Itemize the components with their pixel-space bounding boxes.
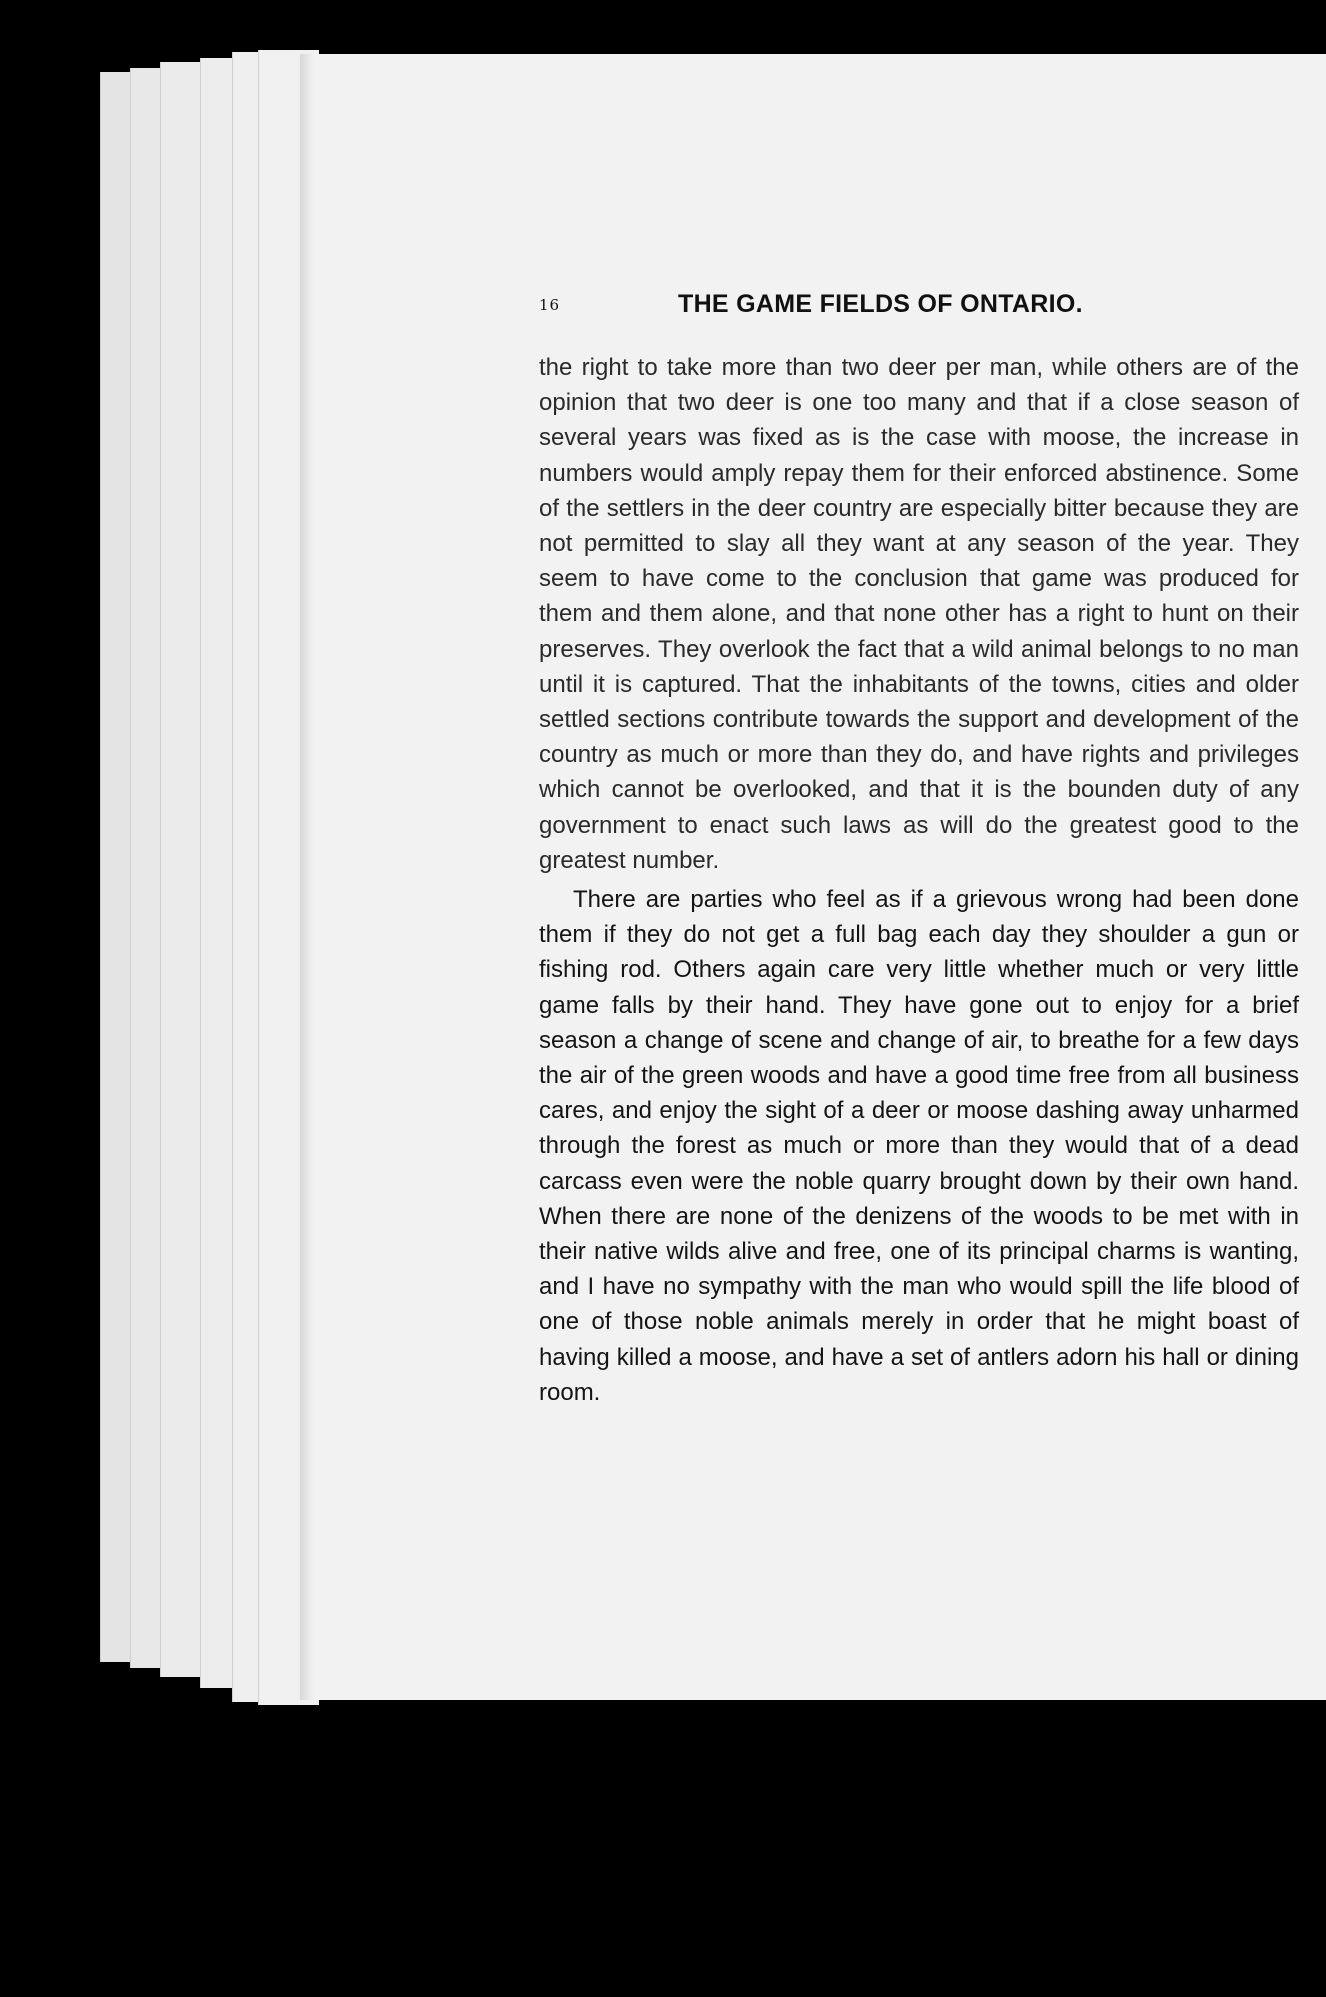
paragraph: There are parties who feel as if a grievous wrong had been done them if they do not get a full bag each day they shoulder a gun or fishing rod. Others again care very little whether much or very little game falls by their hand. They have gone out to enjoy for a brief season a change of scene and change of air, to breathe for a few days the air of the green woods and have a good time free from all business cares, and enjoy the sight of a deer or moose dashing away unharmed through the forest as much or more than they would that of a dead carcass even were the noble quarry brought down by their own hand. When there are none of the denizens of the woods to be met with in their native wilds alive and free, one of its principal charms is wanting, and I have no sympathy with the man who would spill the life blood of one of those noble animals merely in order that he might boast of having killed a moose, and have a set of antlers adorn his hall or dining room.	[539, 886, 1299, 1406]
body-text	[539, 350, 1299, 1410]
running-head	[539, 290, 1299, 326]
paragraph: the right to take more than two deer per man, while others are of the opinion that two deer is one too many and that if a close season of several years was fixed as is the case with moose, the increase in numbers would amply repay them for their enforced abstinence. Some of the settlers in the deer country are especially bitter because they are not permitted to slay all they want at any season of the year. They seem to have come to the conclusion that game was produced for them and them alone, and that none other has a right to hunt on their preserves. They overlook the fact that a wild animal belongs to no man until it is captured. That the inhabitants of the towns, cities and older settled sections contribute towards the support and development of the country as much or more than they do, and have rights and privileges which cannot be overlooked, and that it is the bounden duty of any government to enact such laws as will do the greatest good to the greatest number.	[539, 354, 1299, 874]
running-title: THE GAME FIELDS OF ONTARIO.	[678, 290, 1083, 318]
page-number: 16	[539, 296, 561, 314]
page-gutter-shadow	[300, 54, 314, 1700]
